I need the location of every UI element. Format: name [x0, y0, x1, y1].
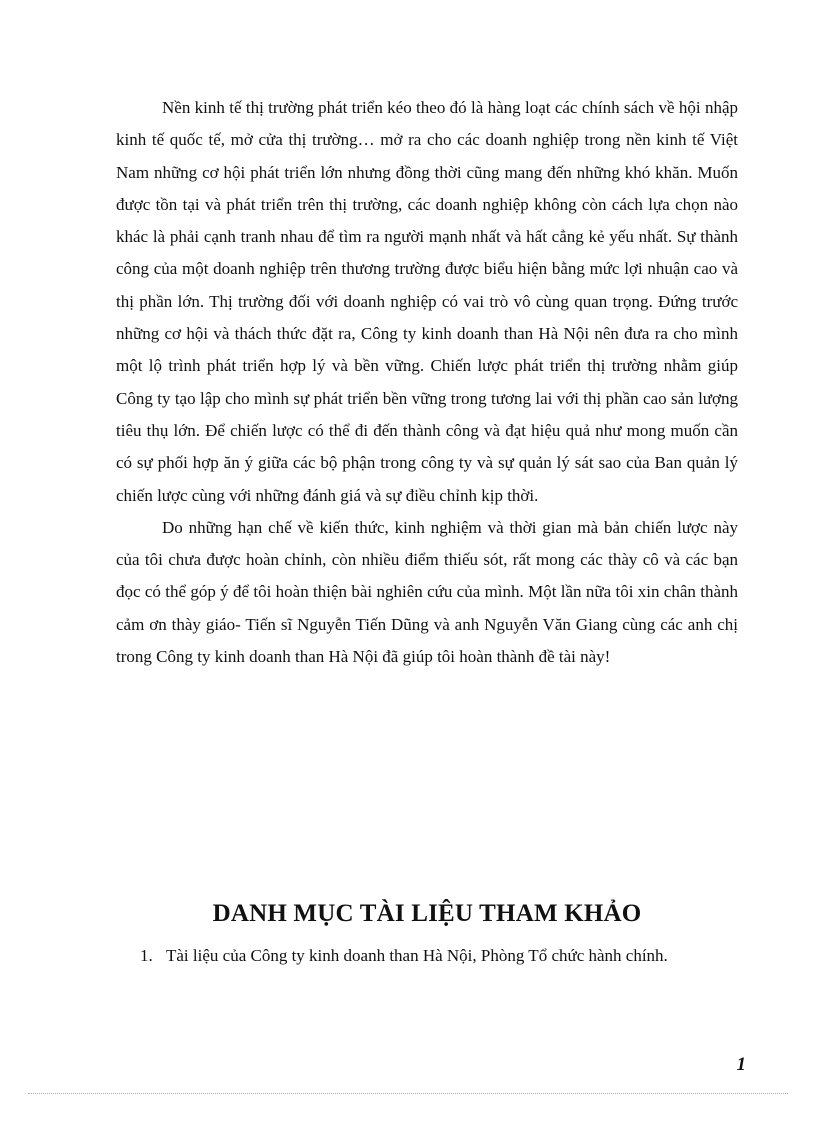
paragraph-acknowledgement: Do những hạn chế về kiến thức, kinh nghiệm và thời gian mà bản chiến lược này của tôi chưa được hoàn chỉnh, còn nhiều điểm thiếu sót, rất mong các thày cô và các bạn đọc có thể góp ý để tôi hoàn thiện bài nghiên cứu của mình. Một lần nữa tôi xin chân thành cảm ơn thày giáo- Tiến sĩ Nguyễn Tiến Dũng và anh Nguyễn Văn Giang cùng các anh chị trong Công ty kinh doanh than Hà Nội đã giúp tôi hoàn thành đề tài này! — [116, 517, 738, 667]
references-heading: DANH MỤC TÀI LIỆU THAM KHẢO — [212, 900, 642, 927]
reference-item — [140, 942, 668, 970]
paragraph-conclusion: Nền kinh tế thị trường phát triển kéo theo đó là hàng loạt các chính sách về hội nhập kinh tế quốc tế, mở cửa thị trường… mở ra cho các doanh nghiệp trong nền kinh tế Việt Nam những cơ hội phát triển lớn nhưng đồng thời cũng mang đến những khó khăn. Muốn được tồn tại và phát triển trên thị trường, các doanh nghiệp không còn cách lựa chọn nào khác là phải cạnh tranh nhau để tìm ra người mạnh nhất và hất cẳng kẻ yếu nhất. Sự thành công của một doanh nghiệp trên thương trường được biểu hiện bằng mức lợi nhuận cao và thị phần lớn. Thị trường đối với doanh nghiệp có vai trò vô cùng quan trọng. Đứng trước những cơ hội và thách thức đặt ra, Công ty kinh doanh than Hà Nội nên đưa ra cho mình một lộ trình phát triển hợp lý và bền vững. Chiến lược phát triển thị trường nhằm giúp Công ty tạo lập cho mình sự phát triển bền vững trong tương lai với thị phần cao sản lượng tiêu thụ lớn. Để chiến lược có thể đi đến thành công và đạt hiệu quả như mong muốn cần có sự phối hợp ăn ý giữa các bộ phận trong công ty và sự quản lý sát sao của Ban quản lý chiến lược cùng với những đánh giá và sự điều chỉnh kịp thời. — [116, 98, 738, 505]
page-number: 1 — [736, 1054, 746, 1075]
reference-text: Tài liệu của Công ty kinh doanh than Hà Nội, Phòng Tổ chức hành chính. — [166, 946, 668, 965]
body-text — [116, 92, 738, 673]
reference-number: 1. — [140, 946, 153, 965]
references-list — [140, 942, 668, 970]
footer-divider — [28, 1093, 788, 1094]
